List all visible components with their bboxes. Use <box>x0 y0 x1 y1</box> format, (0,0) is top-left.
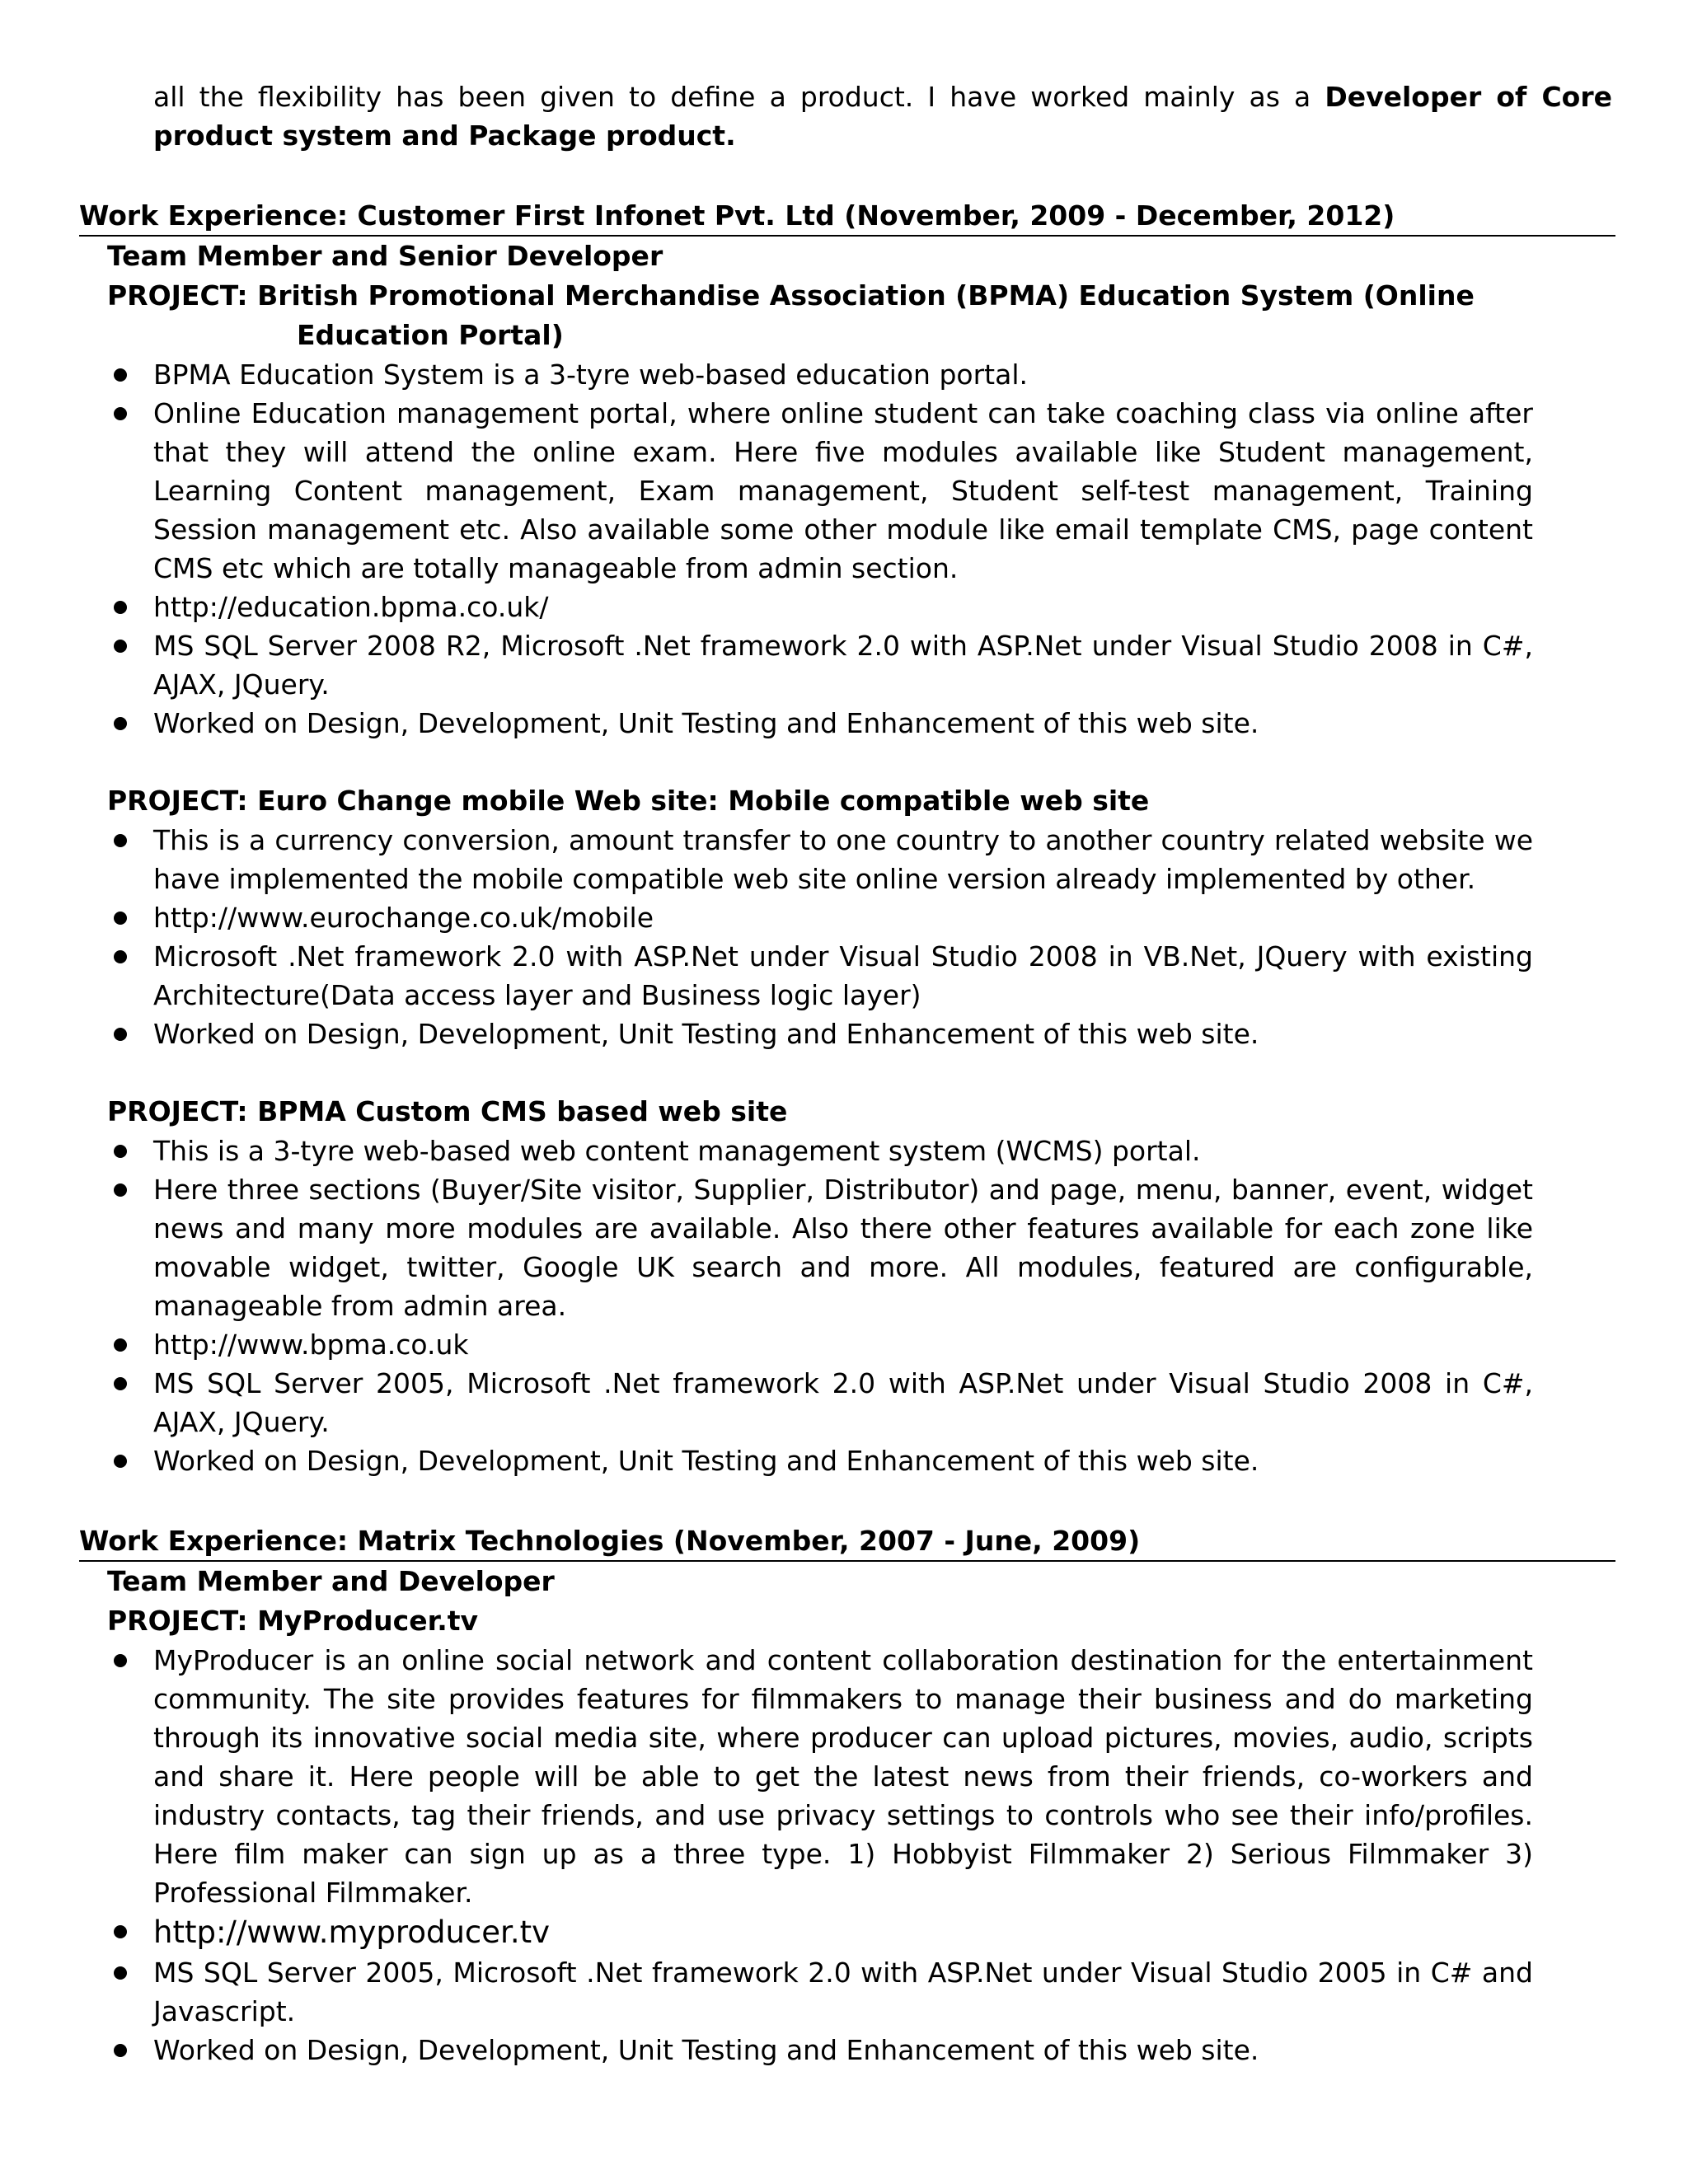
bullet-list <box>79 1132 1615 1480</box>
list-item: Here three sections (Buyer/Site visitor, Supplier, Distributor) and page, menu, banner, event, widget news and many more modules are available. Also there other features available for each zone like movable widget, twitter, Google UK search and more. All modules, featured are configurable, manageable from admin area. <box>79 1170 1533 1325</box>
list-item: MyProducer is an online social network and content collaboration destination for the entertainment community. The site provides features for filmmakers to manage their business and do marketing through its innovative social media site, where producer can upload pictures, movies, audio, scripts and share it. Here people will be able to get the latest news from their friends, co-workers and industry contacts, tag their friends, and use privacy settings to controls who see their info/profiles. Here film maker can sign up as a three type. 1) Hobbyist Filmmaker 2) Serious Filmmaker 3) Professional Filmmaker. <box>79 1641 1533 1912</box>
bullet-icon <box>114 834 127 847</box>
bullet-icon <box>114 912 127 925</box>
list-item: Worked on Design, Development, Unit Testing and Enhancement of this web site. <box>79 2031 1533 2069</box>
project-title <box>107 1092 1615 1132</box>
work-experience-section-1 <box>79 196 1615 1480</box>
bullet-icon <box>114 1654 127 1667</box>
project-title-line: PROJECT: Euro Change mobile Web site: Mobile compatible web site <box>107 785 1150 817</box>
list-item: http://www.eurochange.co.uk/mobile <box>79 898 1533 937</box>
list-item: Worked on Design, Development, Unit Testing and Enhancement of this web site. <box>79 1441 1533 1480</box>
bullet-icon <box>114 601 127 614</box>
list-item: MS SQL Server 2005, Microsoft .Net framework 2.0 with ASP.Net under Visual Studio 2008 in C#, AJAX, JQuery. <box>79 1364 1533 1441</box>
project-title-line: Education Portal) <box>297 319 564 351</box>
bullet-icon <box>114 1338 127 1352</box>
bullet-icon <box>114 1145 127 1158</box>
intro-paragraph <box>153 77 1612 155</box>
project-title-line: PROJECT: British Promotional Merchandise Association (BPMA) Education System (Online <box>107 279 1475 312</box>
work-experience-section-2 <box>79 1521 1615 2069</box>
bullet-icon <box>114 1183 127 1197</box>
project-title-line: PROJECT: MyProducer.tv <box>107 1605 479 1637</box>
list-item: Online Education management portal, where online student can take coaching class via online after that they will attend the online exam. Here five modules available like Student management, Learning Content management, Exam management, Student self-test management, Training Session management etc. Also available some other module like email template CMS, page content CMS etc which are totally manageable from admin section. <box>79 394 1533 588</box>
bullet-icon <box>114 640 127 653</box>
work-experience-heading: Work Experience: Matrix Technologies (November, 2007 - June, 2009) <box>79 1521 1615 1562</box>
bullet-icon <box>114 1028 127 1041</box>
bullet-icon <box>114 368 127 382</box>
list-item: Microsoft .Net framework 2.0 with ASP.Net under Visual Studio 2008 in VB.Net, JQuery with existing Architecture(Data access layer and Business logic layer) <box>79 937 1533 1015</box>
work-experience-heading: Work Experience: Customer First Infonet Pvt. Ltd (November, 2009 - December, 2012) <box>79 196 1615 237</box>
bullet-icon <box>114 1455 127 1468</box>
bullet-list <box>79 355 1615 743</box>
role-title: Team Member and Developer <box>107 1565 555 1597</box>
bullet-icon <box>114 2044 127 2057</box>
bullet-list <box>79 821 1615 1053</box>
bullet-icon <box>114 1966 127 1980</box>
role-title: Team Member and Senior Developer <box>107 240 663 272</box>
list-item: Worked on Design, Development, Unit Testing and Enhancement of this web site. <box>79 1015 1533 1053</box>
project-title <box>107 276 1615 355</box>
project-title-line: PROJECT: BPMA Custom CMS based web site <box>107 1095 788 1127</box>
list-item: Worked on Design, Development, Unit Testing and Enhancement of this web site. <box>79 704 1533 743</box>
list-item: http://education.bpma.co.uk/ <box>79 588 1533 626</box>
project-title <box>107 781 1615 821</box>
project-title <box>107 1601 1615 1641</box>
list-item: http://www.myproducer.tv <box>79 1912 1533 1953</box>
bullet-icon <box>114 407 127 420</box>
bullet-icon <box>114 1925 127 1938</box>
bullet-icon <box>114 717 127 730</box>
list-item: http://www.bpma.co.uk <box>79 1325 1533 1364</box>
intro-bold-text: Developer of Core product system and Package product. <box>153 81 1612 152</box>
list-item: This is a currency conversion, amount transfer to one country to another country related website we have implemented the mobile compatible web site online version already implemented by other. <box>79 821 1533 898</box>
list-item: MS SQL Server 2005, Microsoft .Net framework 2.0 with ASP.Net under Visual Studio 2005 in C# and Javascript. <box>79 1953 1533 2031</box>
bullet-icon <box>114 1377 127 1390</box>
list-item: This is a 3-tyre web-based web content management system (WCMS) portal. <box>79 1132 1533 1170</box>
list-item: MS SQL Server 2008 R2, Microsoft .Net framework 2.0 with ASP.Net under Visual Studio 2008 in C#, AJAX, JQuery. <box>79 626 1533 704</box>
intro-text: all the flexibility has been given to define a product. I have worked mainly as a <box>153 81 1325 113</box>
bullet-icon <box>114 950 127 963</box>
list-item: BPMA Education System is a 3-tyre web-based education portal. <box>79 355 1533 394</box>
bullet-list <box>79 1641 1615 2069</box>
